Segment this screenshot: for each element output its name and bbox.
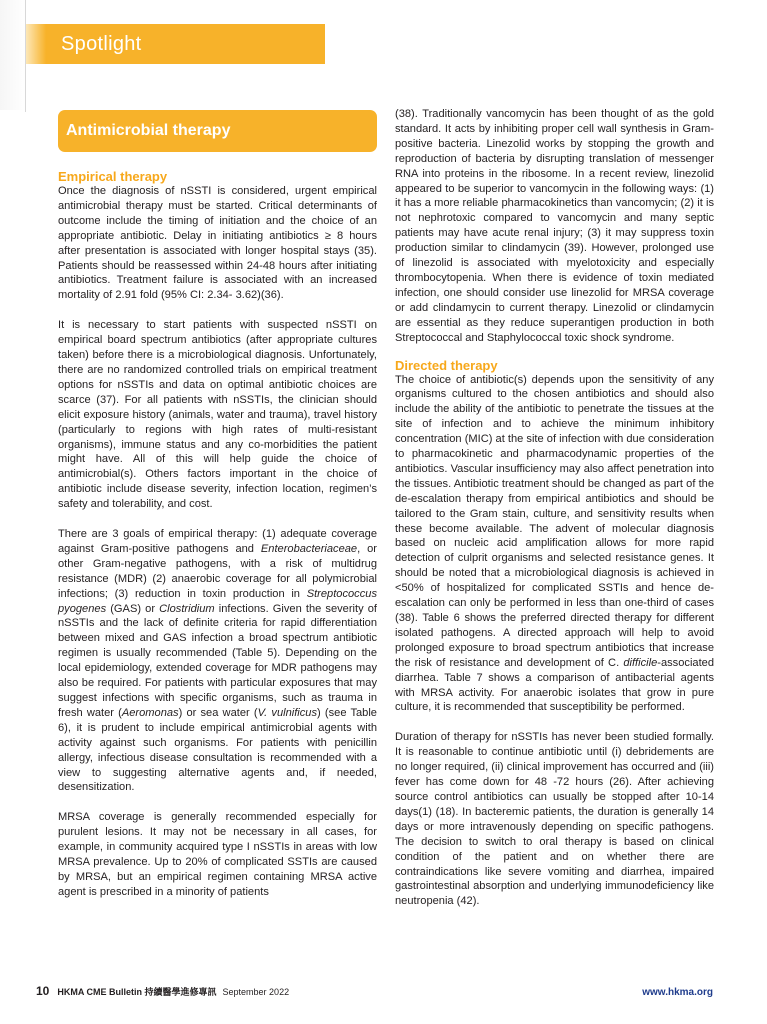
right-paragraph-2: The choice of antibiotic(s) depends upon the sensitivity of any organisms cultured to the chosen antibiotics and should also include the ability of the antibiotic to penetrate the tissues at the site of infection and to achieve the minimum inhibitory concentration (MIC) at the site of infection with due consideration to pharmacokinetic and pharmacodynamic properties of the antibiotics. Vascular insufficiency may also affect penetration into the tissues. Antibiotic treatment should be changed as part of the de-escalation therapy from empirical antibiotics and should be tailored to the Gram stain, culture, and sensitivity results when these become available. The advent of molecular diagnosis based on nucleic acid amplification allows for more rapid detection of culprit organisms and selected resistance genes. It should be noted that a microbiological diagnosis is achieved in <50% of hospitalized for complicated SSTIs and hence de-escalation can only be performed in less than one-third of cases (38). Table 6 shows the preferred directed therapy for different isolated pathogens. A directed approach will help to avoid prolonged exposure to broad spectrum antibiotics that increase the risk of resistance and development of C. difficile-associated diarrhea. Table 7 shows a comparison of antibacterial agents with MRSA activity. For anaerobic isolates that grow in pure culture, it is recommended that susceptibility be performed. xyxy=(395,373,714,714)
left-paragraph-2: It is necessary to start patients with suspected nSSTI on empirical board spectrum antibiotics (after appropriate cultures taken) before there is a microbiological diagnosis. Unfortunately, there are no randomized controlled trials on empirical treatment options for nSSTIs and data on optimal antibiotic choices are scarce (37). For all patients with nSSTIs, the clinician should elicit exposure history (animals, water and trauma), travel history (particularly to regions with high rates of multi-resistant organisms), immune status and any co-morbidities the patient might have. All of this will help guide the choice of antimicrobial(s). Others factors important in the choice of antibiotic include disease severity, infection location, regimen’s safety and tolerability, and cost. xyxy=(58,319,377,511)
left-paragraph-1: Once the diagnosis of nSSTI is considered, urgent empirical antimicrobial therapy must be started. Critical determinants of outcome include the timing of initiation and the choice of an appropriate antibiotic. Delay in initiating antibiotics ≥ 8 hours after presentation is associated with longer hospital stays (35). Patients should be reassessed within 24-48 hours after initiating antibiotics. Treatment failure is associated with an increased mortality of 2.91 fold (95% CI: 2.34- 3.62)(36). xyxy=(58,185,377,302)
right-paragraph-3: Duration of therapy for nSSTIs has never been studied formally. It is reasonable to continue antibiotic until (i) debridements are no longer required, (ii) clinical improvement has occurred and (iii) fever has come down for 48 -72 hours (26). After achieving source control antibiotics can usually be stopped after 10-14 days(1) (18). In bacteremic patients, the duration is generally 14 days or more intravenously depending on specific pathogens. The decision to switch to oral therapy is based on clinical condition of the patient and on whether there are contraindications like severe vomiting and diarrhea, impaired gastrointestinal absorption and underlying immunodeficiency like neutropenia (42). xyxy=(395,731,714,908)
page-edge-shadow xyxy=(0,0,26,110)
page-footer xyxy=(36,984,713,998)
page-number: 10 xyxy=(36,984,50,998)
spotlight-banner: Spotlight xyxy=(46,24,325,64)
left-paragraph-4: MRSA coverage is generally recommended especially for purulent lesions. It may not be necessary in all cases, for example, in community acquired type I nSSTIs in areas with low MRSA prevalence. Up to 20% of complicated SSTIs are caused by MRSA, but an empirical regimen containing MRSA active agent is prescribed in a minority of patients xyxy=(58,811,377,898)
spotlight-banner-fade xyxy=(26,24,46,64)
issue-date: September 2022 xyxy=(222,987,290,997)
empirical-therapy-heading: Empirical therapy xyxy=(58,169,168,184)
right-paragraph-1: (38). Traditionally vancomycin has been thought of as the gold standard. It acts by inhibiting proper cell wall synthesis in Gram-positive bacteria. Linezolid works by stopping the growth and reproduction of bacteria by disrupting translation of messenger RNA into proteins in the ribosome. In a recent review, linezolid appeared to be superior to vancomycin in the following ways: (1) it has a more reliable pharmacokinetics than vancomycin; (2) it is not nephrotoxic compared to vancomycin and many septic patients may have acute renal injury; (3) it may suppress toxin production similar to clindamycin (39). However, prolonged use of linezolid is associated with myelotoxicity and especially thrombocytopenia. When there is evidence of toxin mediated infection, one should consider use linezolid for MRSA coverage or add clindamycin to current therapy. Linezolid or clindamycin are essential as they reduce superantigen production in both Streptococcal and Staphylococcal toxic shock syndrome. xyxy=(395,108,714,344)
bulletin-title: HKMA CME Bulletin 持續醫學進修專訊 xyxy=(57,987,217,997)
left-column xyxy=(58,110,377,900)
directed-therapy-heading: Directed therapy xyxy=(395,357,498,373)
website-link[interactable]: www.hkma.org xyxy=(642,987,713,998)
right-column xyxy=(395,107,714,909)
section-title: Antimicrobial therapy xyxy=(58,110,377,152)
left-paragraph-3: There are 3 goals of empirical therapy: (1) adequate coverage against Gram-positive pathogens and Enterobacteriaceae, or other Gram-negative pathogens, with a risk of multidrug resistance (MDR) (2) anaerobic coverage for all polymicrobial infections; (3) reduction in toxin production in Streptococcus pyogenes (GAS) or Clostridium infections. Given the severity of nSSTIs and the lack of definite criteria for rapid differentiation between mixed and GAS infection a broad spectrum antibiotic regimen is usually recommended (Table 5). Depending on the local epidemiology, extended coverage for MDR pathogens may also be required. For patients with particular exposures that may suggest infections with specific organisms, such as trauma in fresh water (Aeromonas) or sea water (V. vulnificus) (see Table 6), it is prudent to include empirical antimicrobial agents with activity against such organisms. For patients with penicillin allergy, infectious disease consultation is recommended with a view to suggesting alternative agents and, if needed, desensitization. xyxy=(58,528,377,794)
